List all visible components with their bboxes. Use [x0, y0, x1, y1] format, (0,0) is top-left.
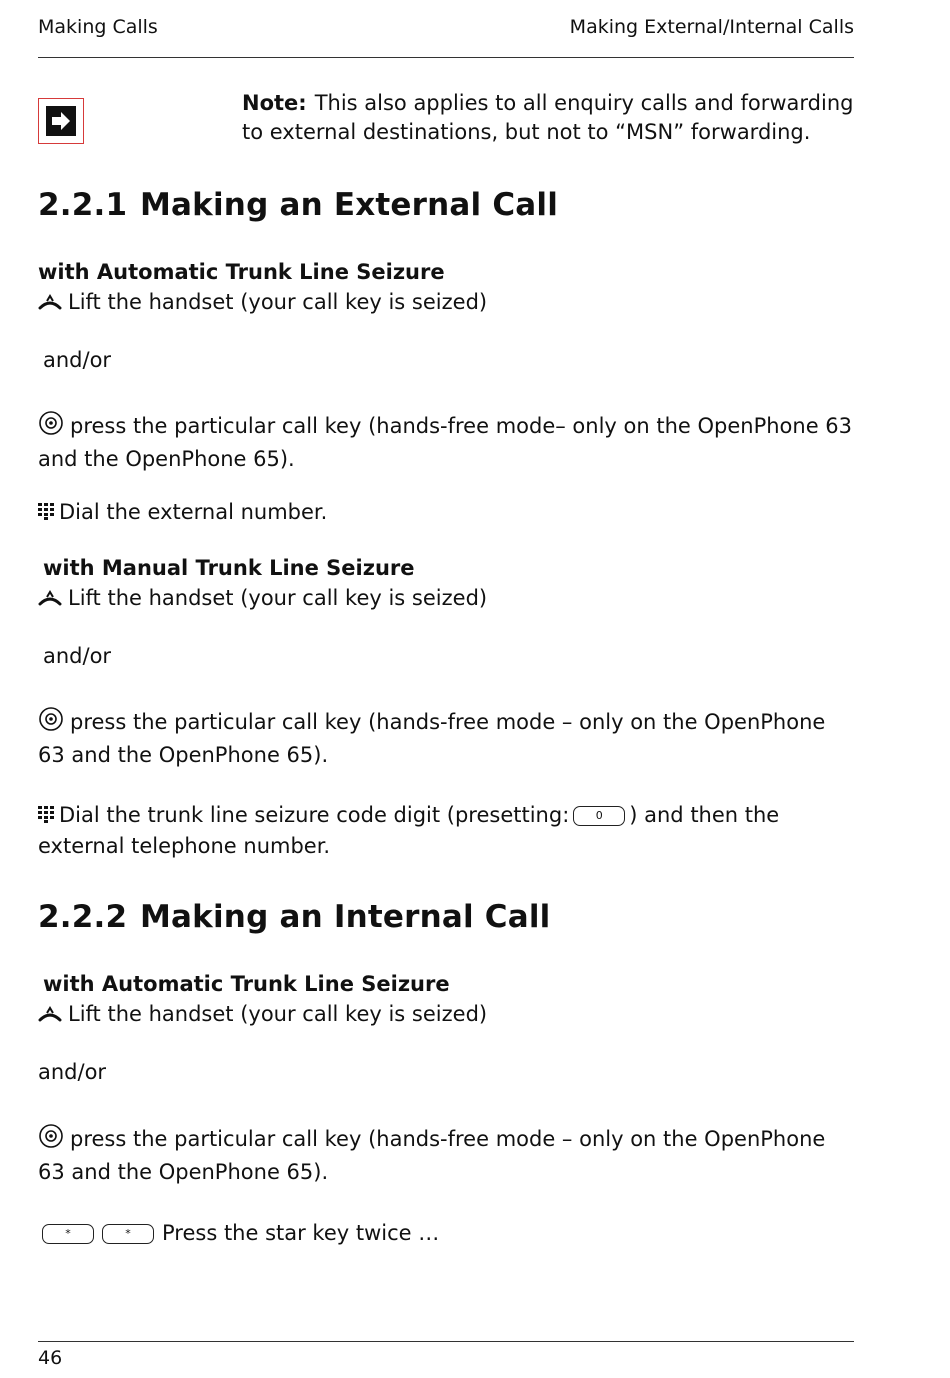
instruction-press-call-key	[38, 410, 858, 474]
section-heading-221	[38, 187, 558, 223]
instruction-text: Press the star key twice …	[162, 1221, 440, 1245]
instruction-text: Lift the handset (your call key is seized)	[68, 586, 488, 610]
keypad-icon	[38, 498, 55, 528]
andor-text: and/or	[43, 644, 112, 668]
star-key: *	[102, 1224, 154, 1244]
call-key-icon	[38, 410, 64, 444]
section-title: Making an External Call	[140, 187, 559, 223]
header-rule	[38, 57, 854, 58]
instruction-text: ) and then the external telephone number.	[38, 803, 780, 858]
star-key: *	[42, 1224, 94, 1244]
running-header-left: Making Calls	[38, 16, 158, 38]
note-label: Note:	[242, 91, 307, 115]
call-key-icon	[38, 1123, 64, 1157]
keypad-icon	[38, 801, 55, 831]
handset-lift-icon	[38, 584, 62, 614]
andor-text: and/or	[38, 1060, 107, 1084]
section-heading-222	[38, 899, 551, 935]
instruction-lift-handset	[38, 583, 858, 614]
instruction-text: press the particular call key (hands-free mode – only on the OpenPhone 63 and the OpenPhone 65).	[38, 710, 826, 767]
instruction-lift-handset	[38, 287, 858, 318]
running-header-right: Making External/Internal Calls	[569, 16, 854, 38]
note-arrow-icon	[38, 98, 84, 144]
instruction-text: Lift the handset (your call key is seized)	[68, 1002, 488, 1026]
call-key-icon	[38, 706, 64, 740]
section-number: 2.2.2	[38, 899, 128, 935]
section-number: 2.2.1	[38, 187, 128, 223]
instruction-text: press the particular call key (hands-free mode– only on the OpenPhone 63 and the OpenPhone 65).	[38, 414, 853, 471]
instruction-press-call-key	[38, 706, 858, 770]
handset-lift-icon	[38, 1000, 62, 1030]
handset-lift-icon	[38, 288, 62, 318]
instruction-text: press the particular call key (hands-free mode – only on the OpenPhone 63 and the OpenPhone 65).	[38, 1127, 826, 1184]
instruction-star-key	[38, 1218, 858, 1248]
subheading-auto-trunk: with Automatic Trunk Line Seizure	[43, 972, 450, 996]
subheading-auto-trunk: with Automatic Trunk Line Seizure	[38, 260, 445, 284]
andor-text: and/or	[43, 348, 112, 372]
instruction-press-call-key	[38, 1123, 858, 1187]
note-text	[242, 89, 854, 147]
section-title: Making an Internal Call	[140, 899, 551, 935]
instruction-lift-handset	[38, 999, 858, 1030]
instruction-text: Lift the handset (your call key is seized)	[68, 290, 488, 314]
instruction-dial-external	[38, 497, 858, 528]
instruction-text: Dial the external number.	[59, 500, 328, 524]
subheading-manual-trunk: with Manual Trunk Line Seizure	[43, 556, 415, 580]
page-number: 46	[38, 1347, 63, 1369]
instruction-dial-trunk-code	[38, 800, 858, 861]
note-body: This also applies to all enquiry calls and forwarding to external destinations, but not to “MSN” forwarding.	[242, 91, 854, 144]
footer-rule	[38, 1341, 854, 1342]
zero-key: 0	[573, 806, 625, 826]
instruction-text: Dial the trunk line seizure code digit (presetting:	[59, 803, 570, 827]
